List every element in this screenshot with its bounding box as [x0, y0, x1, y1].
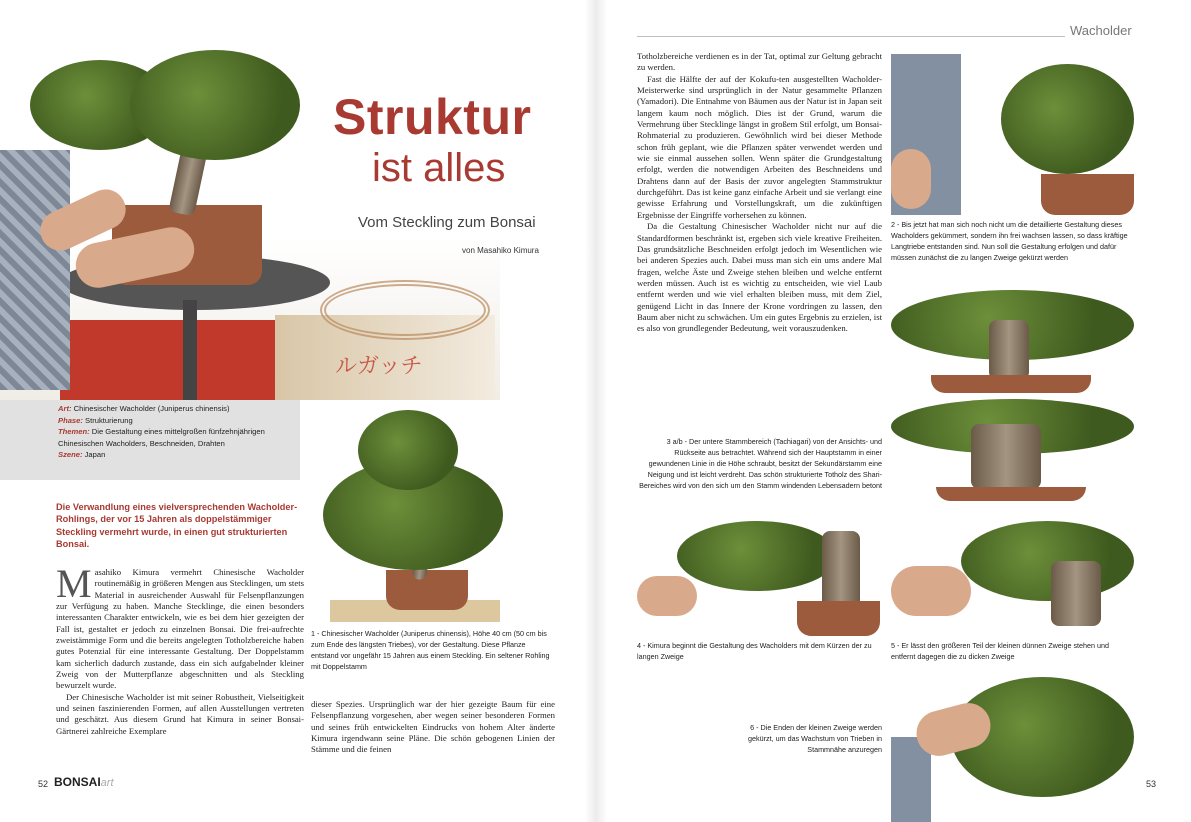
paragraph: Da die Gestaltung Chinesischer Wacholder nicht nur auf die Standardformen beschränkt ist, ergeben sich viele kreative Freiheiten. Das grundsätzliche Beschneiden erfolgt jedoch im Wesentlichen wie bei anderen Spezies auch. Dabei muss man sich ein ums andere Mal fragen, welche Äste und Zweige stehen bleiben und welche entfernt werden müssen. Auch ist es wichtig zu entscheiden, wie viel Laub entfernt werden und wie viel erhalten bleiben muss, mit dem Ziel, genügend Licht in das Innere der Krone vordringen zu lassen, den Baum aber nicht zu schwächen. Um ein gutes Ergebnis zu erzielen, ist es also von grundlegender Bedeutung, weit vorauszudenken. [637, 221, 882, 334]
bonsai-foliage [130, 50, 300, 160]
bonsai-foliage [677, 521, 837, 591]
info-row: Phase: Strukturierung [58, 415, 133, 425]
hand [891, 149, 931, 209]
photo-6 [891, 677, 1134, 822]
info-row: Art: Chinesischer Wacholder (Juniperus chinensis) [58, 404, 230, 413]
bonsai-foliage [1001, 64, 1134, 174]
photo-3b [891, 399, 1134, 504]
crate-label: ルガッチ [335, 354, 423, 379]
body-column-3 [637, 51, 882, 335]
turntable-pole [183, 300, 197, 400]
paragraph: Der Chinesische Wacholder ist mit seiner Robustheit, Vielseitigkeit und seinen faszinierenden Formen, auf allen Ausstellungen vertreten und geschätzt. Aus diesem Grund hat Kimura in seiner Bonsai-Gärtnerei zahlreiche Exemplare [56, 691, 304, 736]
crate [60, 320, 290, 400]
bonsai-pot [797, 601, 880, 636]
paragraph: asahiko Kimura vermehrt Chinesische Wacholder routinemäßig in größeren Mengen aus Stecklingen, um stets Material in ausreichender Auswahl für Felsenpflanzungen zur Verfügung zu haben. Manche Stecklinge, die einen besonders interessanten Charakter entwickeln, wie es bei dem hier gezeigten der Fall ist, gestaltet er jedoch zu einzelnen Bonsai. Die frei-aufrechte zweistämmige Form und die bereits angelegten Totholzbereiche haben gutes Potenzial für eine interessante Gestaltung. Der Doppelstamm kam sicherlich dadurch zustande, dass ein sich aufgabelnder kleiner Zweig von der Mutterpflanze abgeschnitten und als Steckling bewurzelt wurde. [56, 567, 304, 691]
info-row: Themen: Die Gestaltung eines mittelgroßen fünfzehnjährigen Chinesischen Wacholders, Beschneiden, Drahten [58, 427, 265, 448]
bonsai-trunk [822, 531, 860, 611]
caption-6: 6 - Die Enden der kleinen Zweige werden gekürzt, um das Wachstum von Trieben in Stammnähe anzuregen [748, 723, 882, 754]
paragraph: Totholzbereiche verdienen es in der Tat, optimal zur Geltung gebracht zu werden. [637, 51, 882, 73]
photo-3a [891, 290, 1134, 393]
caption-5: 5 - Er lässt den größeren Teil der kleinen dünnen Zweige stehen und entfernt dagegen die zu dicken Zweige [891, 641, 1110, 661]
photo-2 [891, 54, 1134, 215]
drop-cap: M [56, 561, 92, 606]
hand [891, 566, 971, 616]
article-title-line1: Struktur [333, 89, 532, 145]
bonsai-pot [936, 487, 1086, 501]
bonsai-pot [1041, 174, 1134, 215]
photo-5 [891, 521, 1134, 636]
info-row: Szene: Japan [58, 450, 106, 460]
caption-4: 4 - Kimura beginnt die Gestaltung des Wacholders mit dem Kürzen der zu langen Zweige [637, 641, 872, 661]
wire-coil [320, 280, 490, 340]
photo-4 [637, 521, 880, 636]
bonsai-pot [386, 570, 468, 610]
article-title-line2: ist alles [372, 146, 506, 190]
byline: von Masahiko Kimura [462, 246, 539, 255]
bonsai-trunk [989, 320, 1029, 380]
caption-2: 2 - Bis jetzt hat man sich noch nicht um die detaillierte Gestaltung dieses Wacholders gekümmert, sondern ihn frei wachsen lassen, so dass kräftige Langtriebe entstanden sind. Nun soll die Gestaltung erfolgen und dafür müssen zunächst die zu langen Zweige gekürzt werden [891, 220, 1128, 262]
bonsai-foliage [961, 521, 1134, 601]
paragraph: Fast die Hälfte der auf der Kokufu-ten ausgestellten Wacholder-Meisterwerke sind ursprünglich in der Natur gesammelte Pflanzen (Yamadori). Die Entnahme von Bäumen aus der Natur ist in Japan seit langem kaum noch möglich. Dies ist der Grund, warum die Vermehrung über Stecklinge längst in großem Stil erfolgt, um Bonsai-Rohmaterial zu produzieren. Gewöhnlich wird bei dieser Methode schon früh geplant, wie die Pflanzen später verwendet werden und wie sie einmal aussehen sollen. Wenn später die Grundgestaltung erfolgt, werden die notwendigen Arbeiten des Beschneidens und Drahtens dann auf der Basis der zuvor angelegten Stammstruktur durchgeführt. Das ist keine ganz einfache Arbeit und sie verlangt eine gewisse Erfahrung und Vorstellungskraft, um die zukünftigen Ergebnisse der Eingriffe vorhersehen zu können. [637, 73, 882, 220]
body-column-1 [56, 561, 304, 737]
magazine-logo: BONSAIart [54, 775, 114, 789]
bonsai-trunk [971, 424, 1041, 489]
page-number-left: 52 [38, 779, 49, 789]
bonsai-pot [931, 375, 1091, 393]
header-rule [637, 36, 1065, 37]
article-subtitle: Vom Steckling zum Bonsai [358, 214, 536, 231]
hand [637, 576, 697, 616]
caption-1: 1 - Chinesischer Wacholder (Juniperus chinensis), Höhe 40 cm (50 cm bis zum Ende des längsten Triebes), vor der Gestaltung. Diese Pflanze entstand vor ungefähr 15 Jahren aus einem Steckling. Ein seltener Rohling mit Doppelstamm [311, 629, 550, 671]
caption-3: 3 a/b - Der untere Stammbereich (Tachiagari) von der Ansichts- und Rückseite aus betrachtet. Während sich der Hauptstamm in einer gewundenen Linie in die Höhe schraubt, besitzt der Sekundärstamm eine Neigung und ist leicht verdreht. Das schön strukturierte Totholz des Shari-Bereiches wird von den sich um den Stamm windenden Lebensadern betont [639, 437, 882, 490]
info-box [0, 400, 300, 480]
photo-1 [318, 400, 508, 622]
body-column-2: dieser Spezies. Ursprünglich war der hier gezeigte Baum für eine Felsenpflanzung vorgesehen, aber wegen seiner besonderen Formen und seines früh entwickelten Eindrucks von hohem Alter änderte Kimura irgendwann seine Pläne. Die schön gebogenen Linien der Stämme und die feinen [311, 699, 555, 755]
sleeve [0, 150, 70, 390]
bonsai-foliage [358, 410, 458, 490]
bonsai-trunk [1051, 561, 1101, 626]
section-tag: Wacholder [1070, 23, 1132, 38]
spine-shadow [585, 0, 607, 822]
lead-paragraph: Die Verwandlung eines vielversprechenden Wacholder-Rohlings, der vor 15 Jahren als doppelstämmiger Steckling vermehrt wurde, in einen gut strukturierten Bonsai. [56, 502, 298, 549]
page-number-right: 53 [1146, 779, 1157, 789]
